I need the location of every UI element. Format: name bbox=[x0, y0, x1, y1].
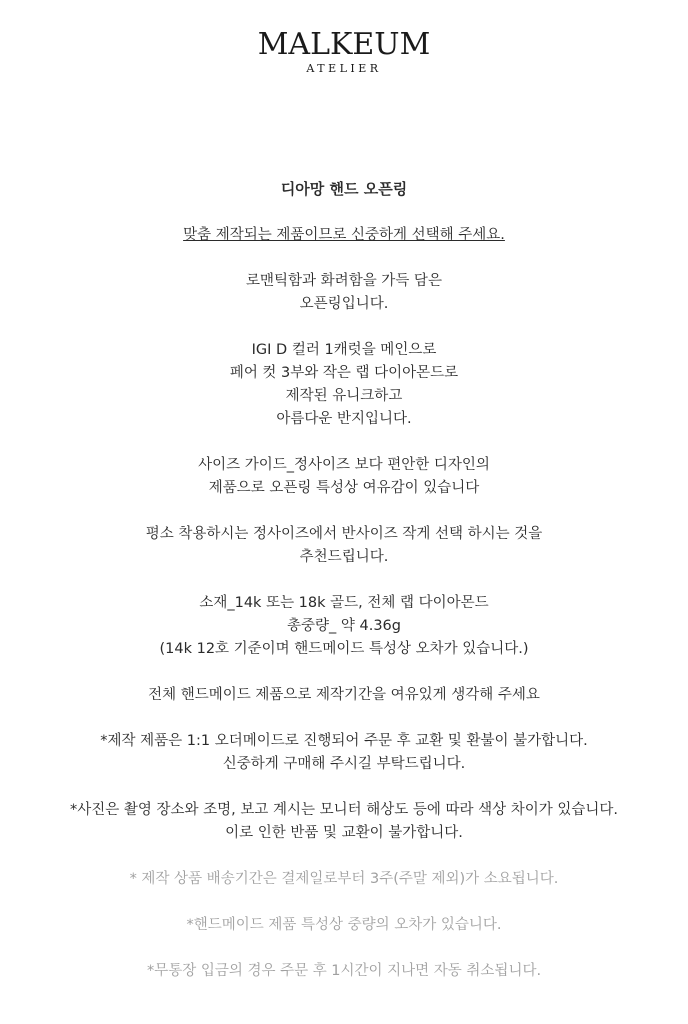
text-line: 제품으로 오픈링 특성상 여유감이 있습니다 bbox=[208, 480, 480, 496]
photo-notice bbox=[0, 799, 688, 845]
text-line: (14k 12호 기준이며 핸드메이드 특성상 오차가 있습니다.) bbox=[159, 641, 529, 657]
payment-notice bbox=[0, 960, 688, 983]
description-intro bbox=[0, 270, 688, 316]
product-description bbox=[0, 178, 688, 1006]
text-line: 페어 컷 3부와 작은 랩 다이아몬드로 bbox=[229, 365, 459, 381]
brand-subtitle: ATELIER bbox=[306, 62, 382, 75]
text-line: * 제작 상품 배송기간은 결제일로부터 3주(주말 제외)가 소요됩니다. bbox=[129, 871, 559, 887]
brand-logo bbox=[0, 28, 688, 76]
text-line: 추천드립니다. bbox=[299, 549, 389, 565]
weight-notice bbox=[0, 914, 688, 937]
order-policy bbox=[0, 730, 688, 776]
text-line: 로맨틱함과 화려함을 가득 담은 bbox=[246, 273, 442, 289]
size-guide bbox=[0, 454, 688, 500]
text-line: *무통장 입금의 경우 주문 후 1시간이 지나면 자동 취소됩니다. bbox=[146, 963, 542, 979]
text-line: 신중하게 구매해 주시길 부탁드립니다. bbox=[222, 756, 466, 772]
text-line: 총중량_ 약 4.36g bbox=[287, 618, 401, 634]
material-spec bbox=[0, 592, 688, 661]
text-line: *제작 제품은 1:1 오더메이드로 진행되어 주문 후 교환 및 환불이 불가합니다. bbox=[100, 733, 588, 749]
product-title: 디아망 핸드 오픈링 bbox=[280, 180, 408, 198]
text-line: 오픈링입니다. bbox=[299, 296, 389, 312]
text-line: *사진은 촬영 장소와 조명, 보고 계시는 모니터 해상도 등에 따라 색상 차이가 있습니다. bbox=[69, 802, 618, 818]
custom-order-text: 맞춤 제작되는 제품이므로 신중하게 선택해 주세요. bbox=[183, 227, 505, 243]
text-line: 이로 인한 반품 및 교환이 불가합니다. bbox=[225, 825, 463, 841]
text-line: *핸드메이드 제품 특성상 중량의 오차가 있습니다. bbox=[186, 917, 502, 933]
text-line: 아름다운 반지입니다. bbox=[276, 411, 412, 427]
brand-name: MALKEUM bbox=[257, 27, 431, 62]
text-line: 사이즈 가이드_정사이즈 보다 편안한 디자인의 bbox=[198, 457, 490, 473]
text-line: IGI D 컬러 1캐럿을 메인으로 bbox=[251, 342, 437, 358]
custom-order-notice bbox=[0, 224, 688, 247]
size-recommendation bbox=[0, 523, 688, 569]
handmade-notice bbox=[0, 684, 688, 707]
text-line: 평소 착용하시는 정사이즈에서 반사이즈 작게 선택 하시는 것을 bbox=[145, 526, 543, 542]
text-line: 전체 핸드메이드 제품으로 제작기간을 여유있게 생각해 주세요 bbox=[148, 687, 540, 703]
shipping-notice bbox=[0, 868, 688, 891]
text-line: 제작된 유니크하고 bbox=[285, 388, 403, 404]
text-line: 소재_14k 또는 18k 골드, 전체 랩 다이아몬드 bbox=[199, 595, 489, 611]
description-details bbox=[0, 339, 688, 431]
